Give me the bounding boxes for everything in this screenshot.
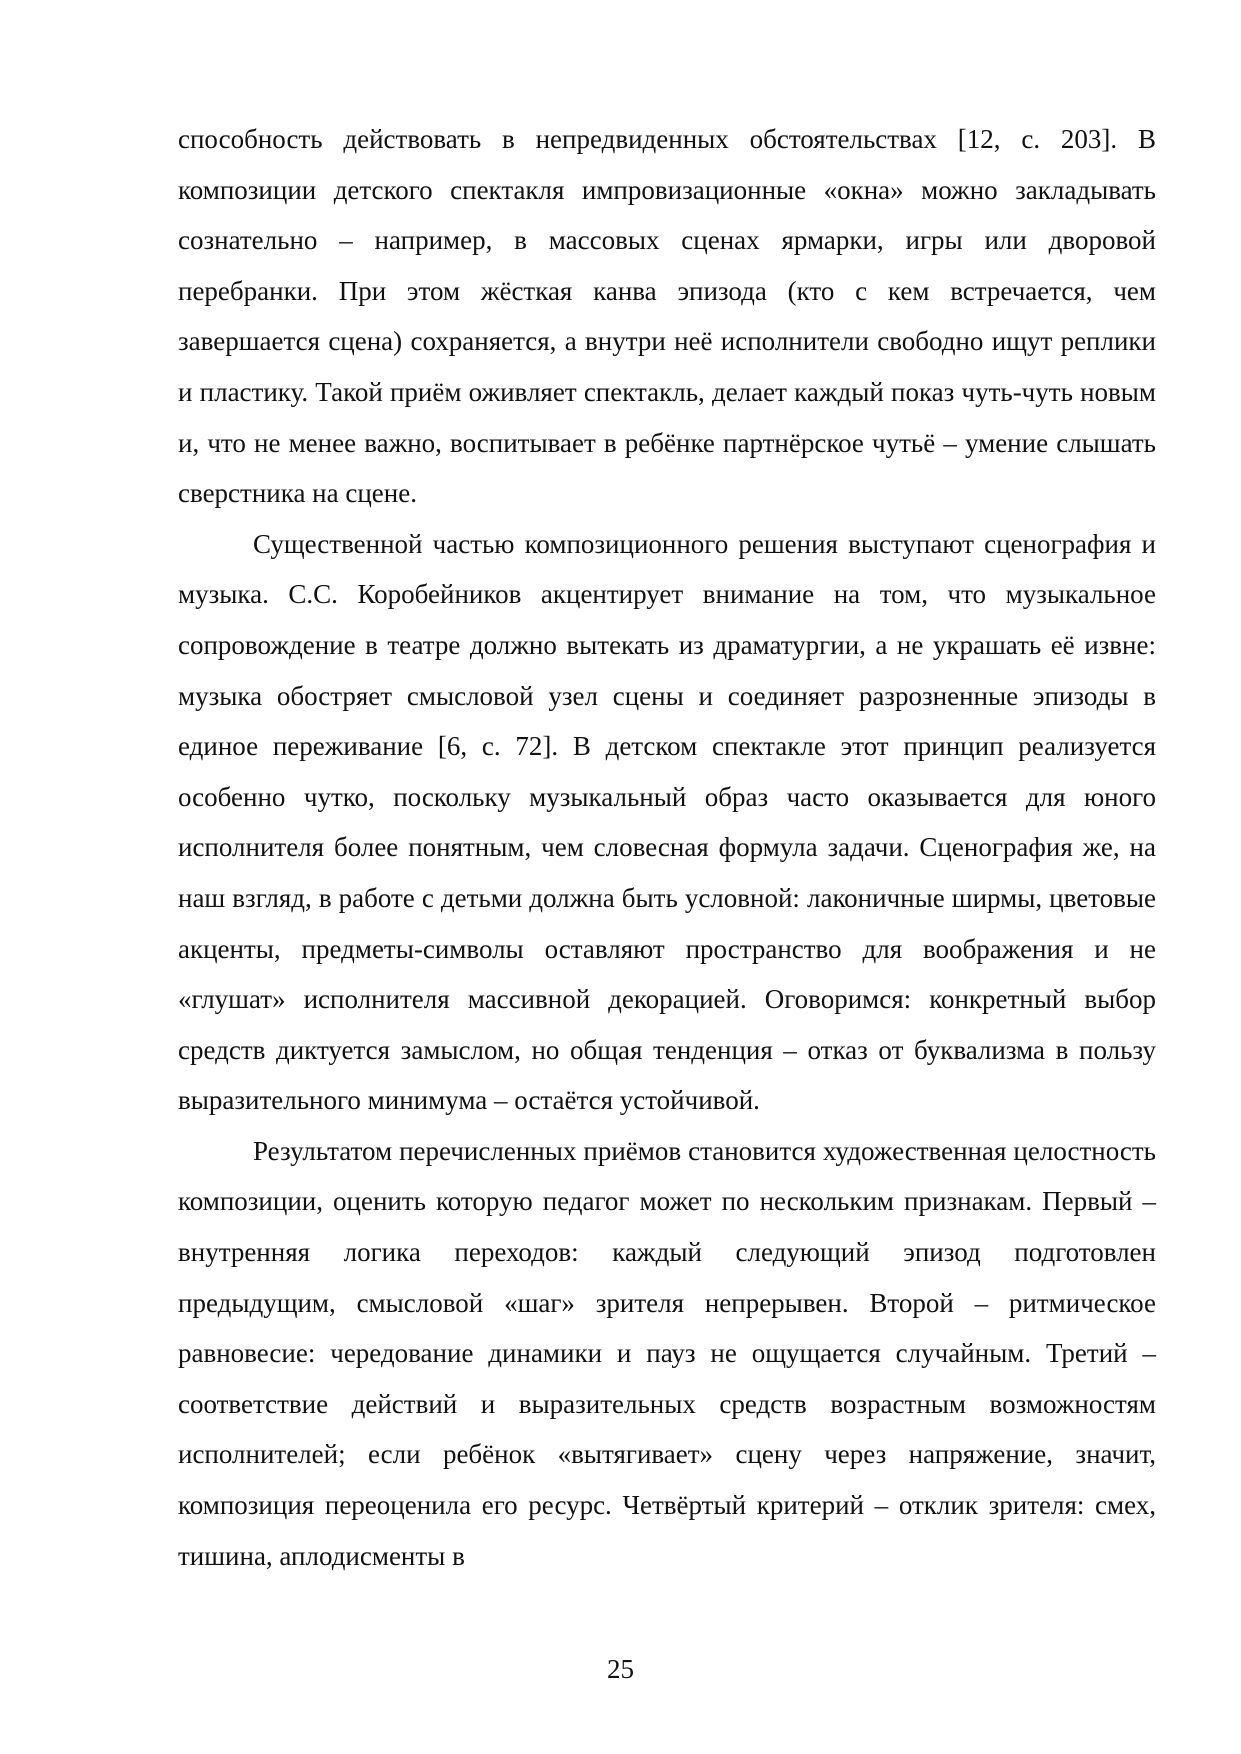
body-text xyxy=(178,114,1156,1581)
paragraph-3: Результатом перечисленных приёмов становится художественная целостность композиции, оценить которую педагог может по нескольким признакам. Первый – внутренняя логика переходов: каждый следующий эпизод подготовлен предыдущим, смысловой «шаг» зрителя непрерывен. Второй – ритмическое равновесие: чередование динамики и пауз не ощущается случайным. Третий – соответствие действий и выразительных средств возрастным возможностям исполнителей; если ребёнок «вытягивает» сцену через напряжение, значит, композиция переоценила его ресурс. Четвёртый критерий – отклик зрителя: смех, тишина, аплодисменты в xyxy=(178,1135,1156,1571)
page-number: 25 xyxy=(607,1654,634,1684)
paragraph-1: способность действовать в непредвиденных обстоятельствах [12, с. 203]. В композиции детского спектакля импровизационные «окна» можно закладывать сознательно – например, в массовых сценах ярмарки, игры или дворовой перебранки. При этом жёсткая канва эпизода (кто с кем встречается, чем завершается сцена) сохраняется, а внутри неё исполнители свободно ищут реплики и пластику. Такой приём оживляет спектакль, делает каждый показ чуть-чуть новым и, что не менее важно, воспитывает в ребёнке партнёрское чутьё – умение слышать сверстника на сцене. xyxy=(178,124,1156,509)
paragraph-2: Существенной частью композиционного решения выступают сценография и музыка. С.С. Коробейников акцентирует внимание на том, что музыкальное сопровождение в театре должно вытекать из драматургии, а не украшать её извне: музыка обостряет смысловой узел сцены и соединяет разрозненные эпизоды в единое переживание [6, с. 72]. В детском спектакле этот принцип реализуется особенно чутко, поскольку музыкальный образ часто оказывается для юного исполнителя более понятным, чем словесная формула задачи. Сценография же, на наш взгляд, в работе с детьми должна быть условной: лаконичные ширмы, цветовые акценты, предметы-символы оставляют пространство для воображения и не «глушат» исполнителя массивной декорацией. Оговоримся: конкретный выбор средств диктуется замыслом, но общая тенденция – отказ от буквализма в пользу выразительного минимума – остаётся устойчивой. xyxy=(178,528,1156,1116)
